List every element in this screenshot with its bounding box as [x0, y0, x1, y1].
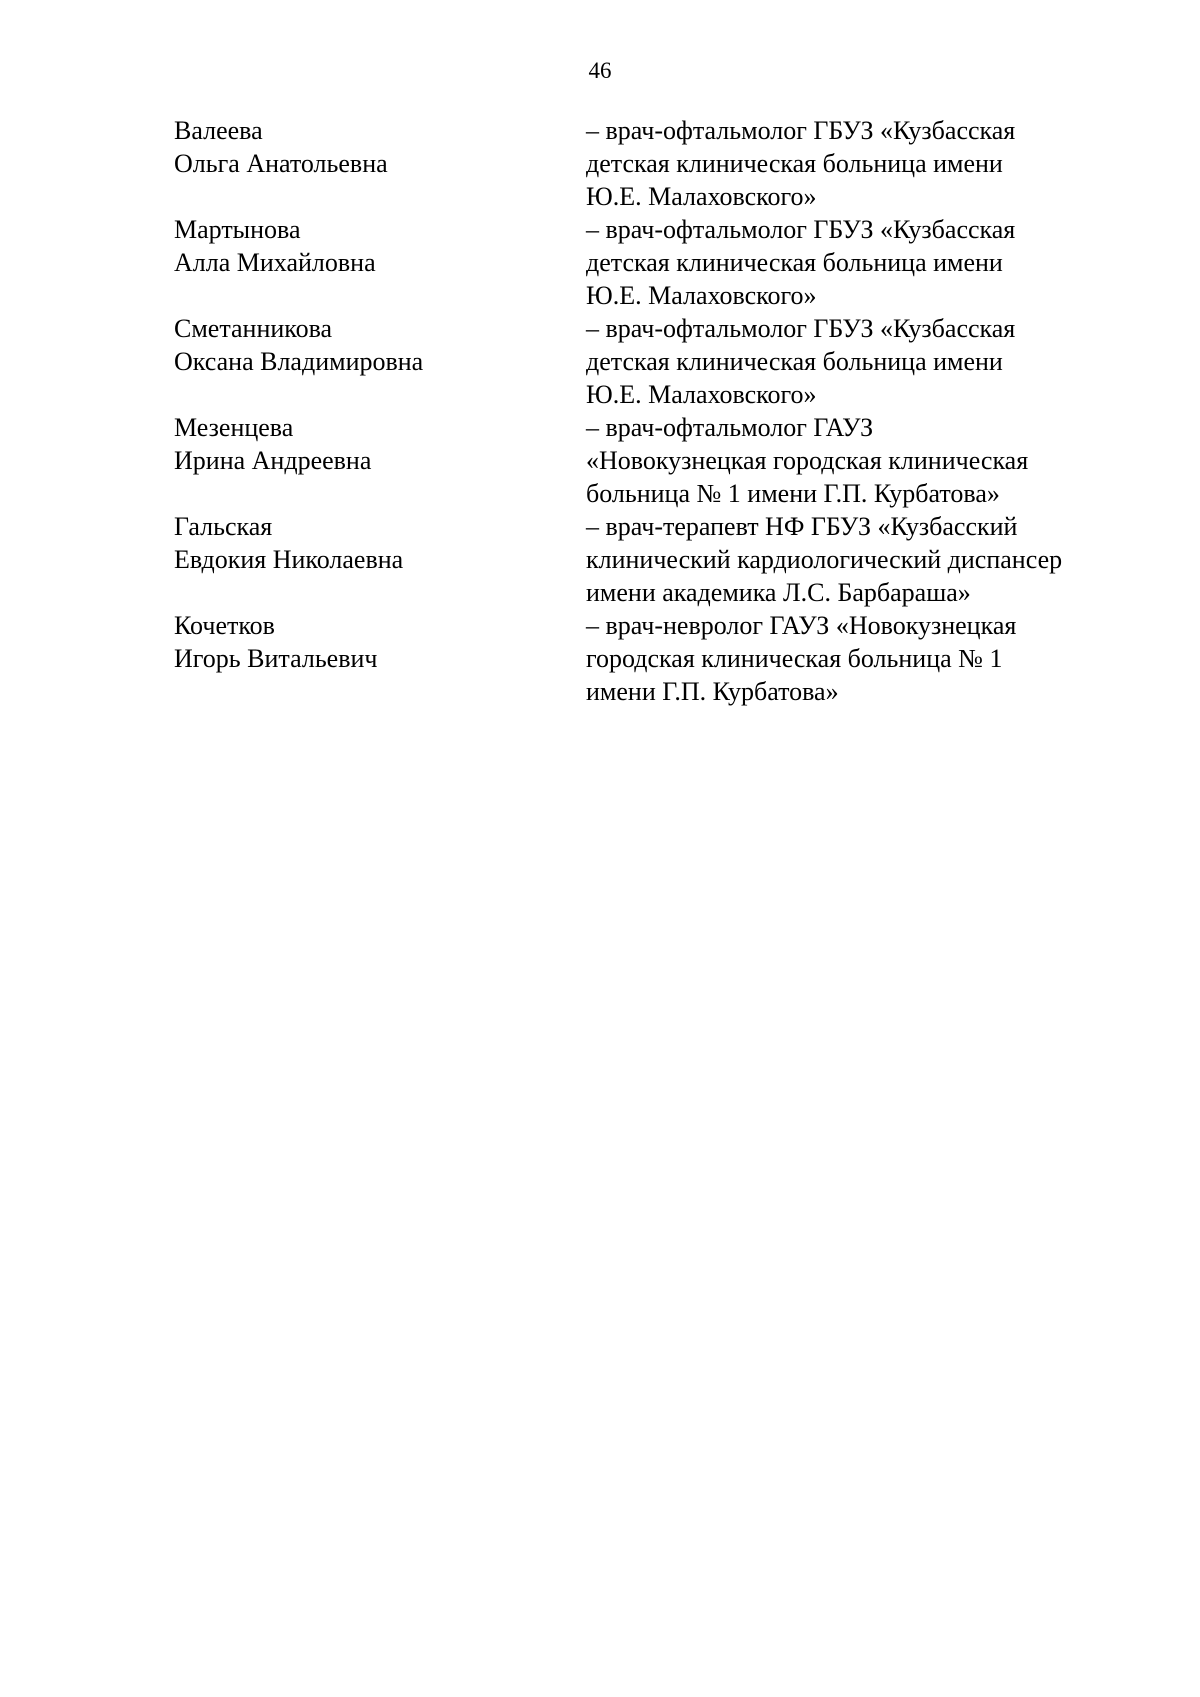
role-line: детская клиническая больница имени [586, 347, 1003, 376]
roster-entry [174, 510, 1134, 609]
role-line: городская клиническая больница № 1 [586, 644, 1003, 673]
person-name [174, 609, 586, 675]
person-surname: Мартынова [174, 215, 301, 244]
role-line: Ю.Е. Малаховского» [586, 380, 817, 409]
role-line: – врач-офтальмолог ГБУЗ «Кузбасская [586, 116, 1016, 145]
person-given-names: Оксана Владимировна [174, 347, 424, 376]
person-name [174, 411, 586, 477]
roster-entry [174, 411, 1134, 510]
person-given-names: Евдокия Николаевна [174, 545, 404, 574]
person-role [586, 609, 1134, 708]
person-surname: Сметанникова [174, 314, 333, 343]
role-line: – врач-офтальмолог ГБУЗ «Кузбасская [586, 314, 1016, 343]
person-name [174, 114, 586, 180]
person-given-names: Игорь Витальевич [174, 644, 378, 673]
page-number: 46 [588, 58, 612, 83]
roster-entry [174, 312, 1134, 411]
person-role [586, 411, 1134, 510]
person-role [586, 312, 1134, 411]
role-line: имени Г.П. Курбатова» [586, 677, 839, 706]
person-given-names: Алла Михайловна [174, 248, 376, 277]
role-line: Ю.Е. Малаховского» [586, 182, 817, 211]
person-given-names: Ирина Андреевна [174, 446, 372, 475]
staff-roster [174, 114, 1134, 708]
person-role [586, 213, 1134, 312]
roster-entry [174, 609, 1134, 708]
person-name [174, 510, 586, 576]
person-surname: Кочетков [174, 611, 275, 640]
roster-entry [174, 114, 1134, 213]
person-surname: Мезенцева [174, 413, 294, 442]
role-line: – врач-терапевт НФ ГБУЗ «Кузбасский [586, 512, 1018, 541]
person-name [174, 213, 586, 279]
person-surname: Валеева [174, 116, 263, 145]
role-line: клинический кардиологический диспансер [586, 545, 1063, 574]
role-line: – врач-офтальмолог ГБУЗ «Кузбасская [586, 215, 1016, 244]
person-role [586, 510, 1134, 609]
role-line: «Новокузнецкая городская клиническая [586, 446, 1029, 475]
roster-entry [174, 213, 1134, 312]
person-given-names: Ольга Анатольевна [174, 149, 388, 178]
role-line: детская клиническая больница имени [586, 149, 1003, 178]
person-surname: Гальская [174, 512, 273, 541]
role-line: – врач-невролог ГАУЗ «Новокузнецкая [586, 611, 1017, 640]
role-line: детская клиническая больница имени [586, 248, 1003, 277]
role-line: больница № 1 имени Г.П. Курбатова» [586, 479, 1000, 508]
role-line: – врач-офтальмолог ГАУЗ [586, 413, 874, 442]
role-line: Ю.Е. Малаховского» [586, 281, 817, 310]
person-name [174, 312, 586, 378]
person-role [586, 114, 1134, 213]
role-line: имени академика Л.С. Барбараша» [586, 578, 971, 607]
